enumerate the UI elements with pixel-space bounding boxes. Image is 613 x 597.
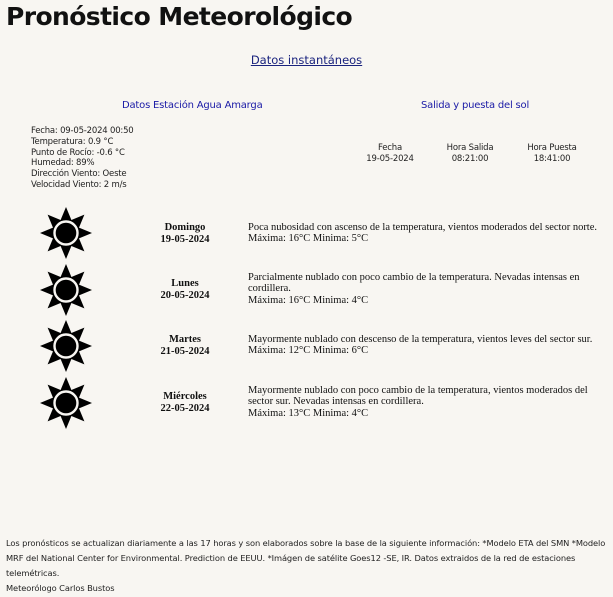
page-title: Pronóstico Meteorológico bbox=[6, 2, 353, 31]
day-name: Miércoles bbox=[163, 391, 207, 402]
day-name: Domingo bbox=[164, 222, 206, 233]
forecast-row bbox=[0, 318, 613, 374]
sunset-value: 18:41:00 bbox=[533, 154, 571, 164]
forecast-temps: Máxima: 16°C Minima: 4°C bbox=[248, 294, 369, 306]
sun-date-value: 19-05-2024 bbox=[366, 154, 414, 164]
forecast-temps: Máxima: 16°C Minima: 5°C bbox=[248, 233, 369, 245]
sun-icon bbox=[38, 375, 94, 431]
day-name: Lunes bbox=[171, 278, 199, 289]
forecast-description: Parcialmente nublado con poco cambio de la temperatura. Nevadas intensas en cordillera. bbox=[248, 272, 580, 295]
day-name: Martes bbox=[168, 334, 202, 345]
sun-heading: Salida y puesta del sol bbox=[421, 100, 530, 111]
forecast-temps: Máxima: 13°C Minima: 4°C bbox=[248, 407, 369, 419]
sun-date-column bbox=[350, 143, 430, 165]
sunrise-label: Hora Salida bbox=[446, 143, 494, 153]
forecast-description: Mayormente nublado con poco cambio de la temperatura, vientos moderados del sector sur. Nevadas intensas en cordillera. bbox=[248, 385, 588, 408]
forecast-description: Poca nubosidad con ascenso de la temperatura, vientos moderados del sector norte. bbox=[248, 222, 598, 233]
sun-icon bbox=[38, 205, 94, 261]
station-humidity: Humedad: 89% bbox=[31, 158, 95, 169]
station-temperature: Temperatura: 0.9 °C bbox=[31, 136, 114, 147]
sunrise-value: 08:21:00 bbox=[451, 154, 489, 164]
day-date: 21-05-2024 bbox=[160, 345, 210, 357]
station-wind-speed: Velocidad Viento: 2 m/s bbox=[31, 179, 127, 190]
sun-date-label: Fecha bbox=[378, 143, 402, 153]
footer bbox=[6, 536, 609, 596]
forecast-day bbox=[140, 391, 230, 414]
instant-data-link[interactable]: Datos instantáneos bbox=[250, 53, 363, 67]
sun-icon bbox=[38, 318, 94, 374]
sun-icon bbox=[38, 262, 94, 318]
station-date: Fecha: 09-05-2024 00:50 bbox=[31, 126, 134, 136]
sunset-label: Hora Puesta bbox=[527, 143, 577, 153]
forecast-text bbox=[248, 222, 610, 245]
forecast-description: Mayormente nublado con descenso de la temperatura, vientos leves del sector sur. bbox=[248, 334, 593, 345]
forecast-row bbox=[0, 262, 613, 318]
sunrise-column bbox=[430, 143, 510, 165]
day-date: 22-05-2024 bbox=[160, 402, 210, 414]
forecast-text bbox=[248, 272, 610, 306]
forecast-day bbox=[140, 278, 230, 301]
instant-data-link-container bbox=[0, 49, 613, 68]
day-date: 19-05-2024 bbox=[160, 233, 210, 245]
forecast-day bbox=[140, 334, 230, 357]
station-data bbox=[31, 126, 133, 191]
forecast-day bbox=[140, 222, 230, 245]
forecast-row bbox=[0, 205, 613, 261]
station-heading: Datos Estación Agua Amarga bbox=[122, 100, 263, 111]
forecast-text bbox=[248, 385, 610, 419]
footer-info: Los pronósticos se actualizan diariamente a las 17 horas y son elaborados sobre la base de la siguiente información: *Modelo ETA del SMN *Modelo MRF del National Center for Environmental. Prediction de EEUU. *Imágen de satélite Goes12 -SE, IR. Datos extraidos de la red de estaciones telemétricas. bbox=[6, 538, 606, 578]
station-dew-point: Punto de Rocío: -0.6 °C bbox=[31, 147, 125, 158]
day-date: 20-05-2024 bbox=[160, 289, 210, 301]
forecast-text bbox=[248, 334, 610, 357]
station-wind-direction: Dirección Viento: Oeste bbox=[31, 169, 127, 180]
forecast-row bbox=[0, 375, 613, 431]
sunset-column bbox=[512, 143, 592, 165]
forecast-temps: Máxima: 12°C Minima: 6°C bbox=[248, 345, 369, 357]
footer-author: Meteorólogo Carlos Bustos bbox=[6, 583, 115, 593]
